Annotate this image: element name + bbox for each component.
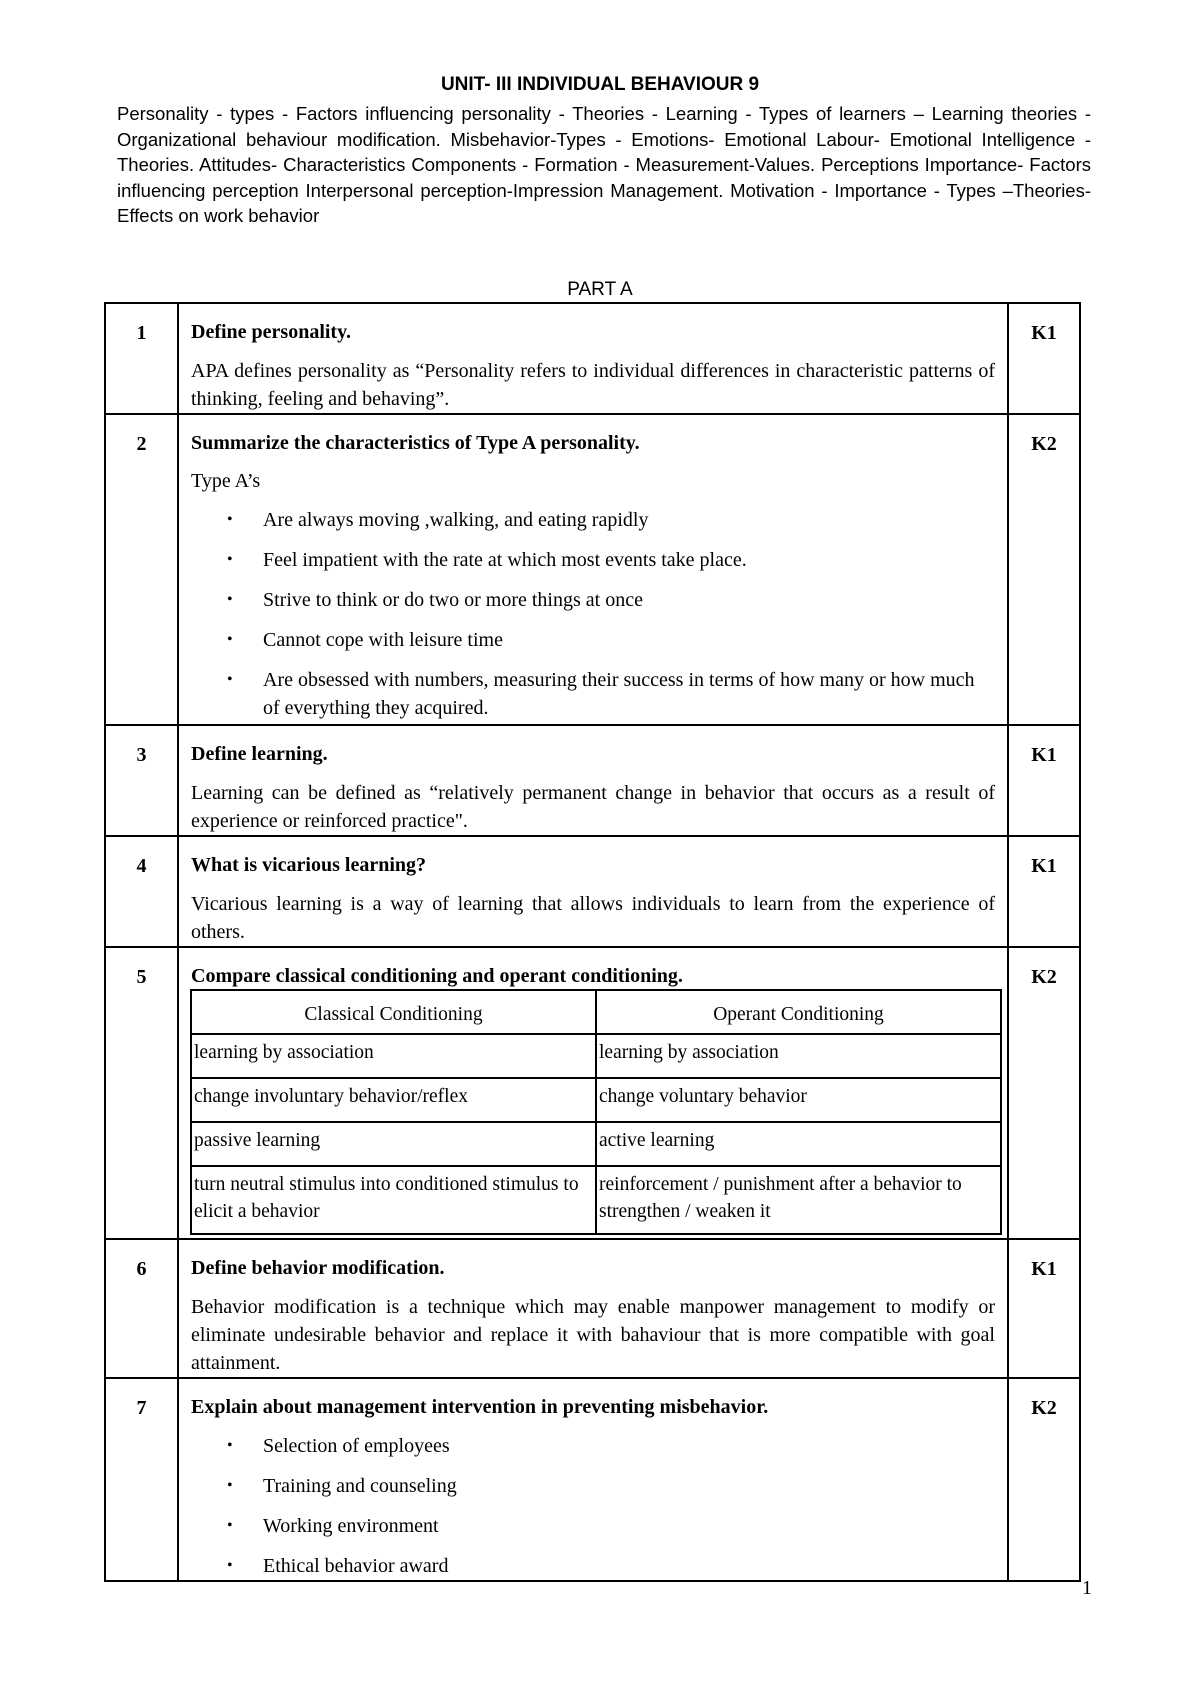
comparison-row	[191, 1122, 1001, 1166]
list-item	[191, 1512, 995, 1540]
knowledge-level: K2	[1008, 1378, 1080, 1581]
part-label: PART A	[567, 279, 633, 300]
list-item-text: Feel impatient with the rate at which most events take place.	[263, 549, 747, 571]
comparison-cell: passive learning	[191, 1122, 596, 1166]
knowledge-level: K1	[1008, 725, 1080, 836]
questions-table	[104, 302, 1081, 1582]
question-text: Define personality.	[191, 321, 351, 343]
comparison-cell: learning by association	[191, 1034, 596, 1078]
comparison-row	[191, 1166, 1001, 1234]
list-item	[191, 1432, 995, 1460]
bullet-icon: •	[227, 511, 233, 528]
list-item-text: Ethical behavior award	[263, 1555, 449, 1577]
page-number: 1	[1082, 1577, 1092, 1599]
list-item	[191, 546, 995, 574]
question-cell	[178, 1239, 1008, 1378]
question-text: Compare classical conditioning and operant conditioning.	[191, 965, 683, 987]
comparison-cell: learning by association	[596, 1034, 1001, 1078]
question-row	[105, 836, 1080, 947]
bullet-icon: •	[227, 631, 233, 648]
comparison-cell: change voluntary behavior	[596, 1078, 1001, 1122]
comparison-cell: turn neutral stimulus into conditioned stimulus to elicit a behavior	[191, 1166, 596, 1234]
question-cell	[178, 414, 1008, 725]
question-text: Define behavior modification.	[191, 1257, 445, 1279]
list-item	[191, 506, 995, 534]
question-cell	[178, 725, 1008, 836]
list-item	[191, 1472, 995, 1500]
knowledge-level: K1	[1008, 303, 1080, 414]
list-item	[191, 586, 995, 614]
question-cell	[178, 836, 1008, 947]
question-text: Explain about management intervention in preventing misbehavior.	[191, 1396, 769, 1418]
question-text: Define learning.	[191, 743, 328, 765]
question-number: 1	[105, 303, 178, 414]
question-number: 7	[105, 1378, 178, 1581]
list-item-text: Training and counseling	[263, 1475, 457, 1497]
answer-text: Behavior modification is a technique which may enable manpower management to modify or eliminate undesirable behavior and replace it with bahaviour that is more compatible with goal attainment.	[191, 1296, 995, 1374]
list-item-text: Are always moving ,walking, and eating rapidly	[263, 509, 649, 531]
bullet-icon: •	[227, 1517, 233, 1534]
comparison-header-row	[191, 990, 1001, 1034]
comparison-table	[190, 989, 1002, 1235]
list-item	[191, 626, 995, 654]
syllabus-text: Personality - types - Factors influencing personality - Theories - Learning - Types of learners – Learning theories - Organizational behaviour modification. Misbehavior-Types - Emotions- Emotional Labour- Emotional Intelligence -Theories. Attitudes- Characteristics Components - Formation - Measurement-Values. Perceptions Importance- Factors influencing perception Interpersonal perception-Impression Management. Motivation - Importance - Types –Theories- Effects on work behavior	[117, 103, 1091, 226]
knowledge-level: K2	[1008, 414, 1080, 725]
comparison-row	[191, 1034, 1001, 1078]
question-number: 3	[105, 725, 178, 836]
knowledge-level: K1	[1008, 836, 1080, 947]
list-item-text: Cannot cope with leisure time	[263, 629, 503, 651]
question-text: What is vicarious learning?	[191, 854, 427, 876]
list-item-text: Are obsessed with numbers, measuring their success in terms of how many or how much of everything they acquired.	[263, 669, 975, 719]
bullet-list	[191, 506, 995, 722]
answer-text: Learning can be defined as “relatively permanent change in behavior that occurs as a result of experience or reinforced practice".	[191, 782, 995, 832]
bullet-icon: •	[227, 591, 233, 608]
column-header: Classical Conditioning	[191, 990, 596, 1034]
question-text: Summarize the characteristics of Type A personality.	[191, 432, 640, 454]
question-cell	[178, 303, 1008, 414]
knowledge-level: K1	[1008, 1239, 1080, 1378]
answer-intro: Type A’s	[191, 470, 261, 492]
question-row	[105, 1378, 1080, 1581]
question-cell	[178, 947, 1008, 1239]
bullet-icon: •	[227, 1557, 233, 1574]
question-cell	[178, 1378, 1008, 1581]
question-number: 6	[105, 1239, 178, 1378]
list-item-text: Selection of employees	[263, 1435, 450, 1457]
question-row	[105, 947, 1080, 1239]
list-item-text: Strive to think or do two or more things at once	[263, 589, 643, 611]
question-row	[105, 303, 1080, 414]
answer-text: Vicarious learning is a way of learning that allows individuals to learn from the experience of others.	[191, 893, 995, 943]
list-item	[191, 666, 995, 722]
knowledge-level: K2	[1008, 947, 1080, 1239]
comparison-cell: change involuntary behavior/reflex	[191, 1078, 596, 1122]
answer-text: APA defines personality as “Personality refers to individual differences in characteristic patterns of thinking, feeling and behaving”.	[191, 360, 995, 410]
question-number: 5	[105, 947, 178, 1239]
question-number: 2	[105, 414, 178, 725]
comparison-cell: reinforcement / punishment after a behavior to strengthen / weaken it	[596, 1166, 1001, 1234]
list-item-text: Working environment	[263, 1515, 439, 1537]
question-row	[105, 1239, 1080, 1378]
comparison-row	[191, 1078, 1001, 1122]
question-row	[105, 725, 1080, 836]
bullet-list	[191, 1432, 995, 1580]
comparison-cell: active learning	[596, 1122, 1001, 1166]
list-item	[191, 1552, 995, 1580]
bullet-icon: •	[227, 1477, 233, 1494]
unit-title: UNIT- III INDIVIDUAL BEHAVIOUR 9	[440, 74, 760, 95]
bullet-icon: •	[227, 671, 233, 688]
column-header: Operant Conditioning	[596, 990, 1001, 1034]
question-row	[105, 414, 1080, 725]
question-number: 4	[105, 836, 178, 947]
bullet-icon: •	[227, 551, 233, 568]
bullet-icon: •	[227, 1437, 233, 1454]
